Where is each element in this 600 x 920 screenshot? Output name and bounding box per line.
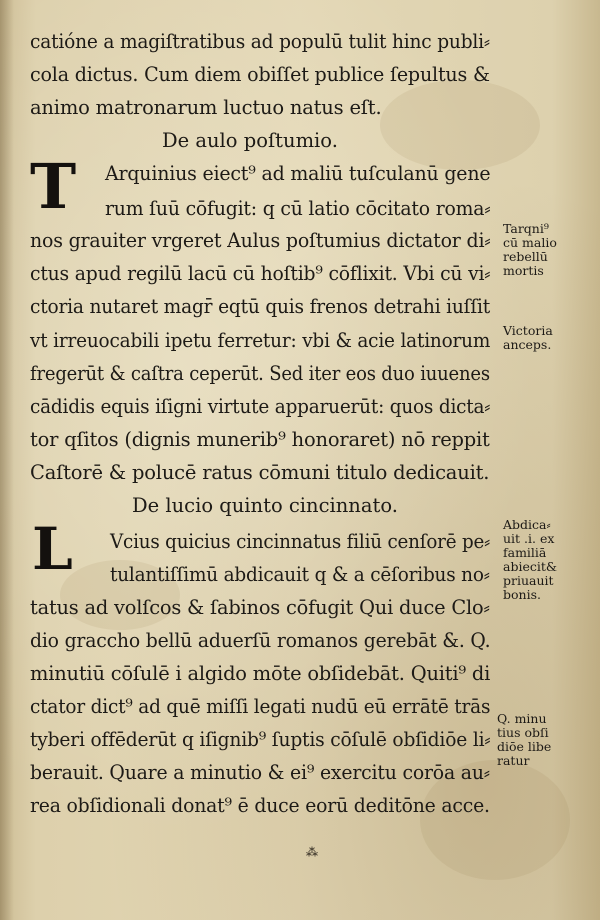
- section-heading-aulo-postumio: De aulo poſtumio.: [162, 129, 338, 152]
- margin-note-line: Q. minu: [497, 711, 547, 726]
- binding-shadow: [0, 0, 14, 920]
- section-heading-lucio-quinto-cincinnato: De lucio quinto cincinnato.: [132, 494, 398, 517]
- text-line: vt irreuocabili ipetu ferretur: vbi & acie latinorum: [30, 329, 491, 352]
- text-line: dio graccho bellū aduerſū romanos gerebāt &. Q.: [30, 629, 491, 652]
- text-line: fregerūt & caſtra ceperūt. Sed iter eos duo iuuenes: [30, 362, 490, 385]
- text-line: tulantiſſimū abdicauit q & a cēſoribus no⸗: [110, 563, 490, 586]
- text-line: ctoria nutaret magr̄ eqtū quis frenos detrahi iuſſit: [30, 295, 491, 318]
- text-line: catióne a magiſtratibus ad populū tulit hinc publi⸗: [30, 30, 490, 53]
- margin-note-line: Tarqni⁹: [503, 221, 549, 236]
- margin-note-line: Victoria: [503, 323, 553, 338]
- text-line: tor qſitos (dignis munerib⁹ honoraret) nō reppit: [30, 428, 490, 451]
- margin-note-line: bonis.: [503, 587, 541, 602]
- decorated-initial-t: T: [30, 150, 77, 223]
- text-line: cola dictus. Cum diem obiſſet publice ſepultus &: [30, 63, 490, 86]
- margin-note-victoria: [503, 324, 553, 352]
- text-line: tatus ad volſcos & ſabinos cōfugit Qui duce Clo⸗: [30, 596, 490, 619]
- margin-note-line: priuauit: [503, 573, 554, 588]
- text-line: berauit. Quare a minutio & ei⁹ exercitu corōa au⸗: [30, 761, 490, 784]
- text-line: ctator dict⁹ ad quē miſſi legati nudū eū errātē trās: [30, 695, 491, 718]
- margin-note-line: anceps.: [503, 337, 552, 352]
- decorated-initial-l: L: [32, 515, 73, 583]
- margin-note-line: Abdica⸗: [503, 517, 551, 532]
- text-line: tyberi offēderūt q iſignib⁹ ſuptis cōſulē obſidiōe li⸗: [30, 728, 491, 751]
- margin-note-line: diōe libe: [497, 739, 552, 754]
- text-line: rea obſidionali donat⁹ ē duce eorū deditōne acce.: [30, 794, 490, 817]
- margin-note-minutius: [497, 712, 551, 768]
- text-line: nos grauiter vrgeret Aulus poſtumius dictator di⸗: [30, 229, 491, 252]
- margin-note-line: mortis: [503, 263, 544, 278]
- margin-note-line: abiecit&: [503, 559, 557, 574]
- margin-note-line: familiā: [503, 545, 547, 560]
- text-line: rum ſuū cōfugit: q cū latio cōcitato roma⸗: [105, 197, 491, 220]
- paper-stain: [380, 80, 540, 170]
- margin-note-line: ratur: [497, 753, 530, 768]
- text-line: minutiū cōſulē i algido mōte obſidebāt. Quiti⁹ di: [30, 662, 491, 685]
- margin-note-abdicauit: [503, 518, 557, 602]
- page-mark: ⁂: [306, 845, 318, 859]
- text-line: Caſtorē & polucē ratus cōmuni titulo dedicauit.: [30, 461, 490, 484]
- text-line: animo matronarum luctuo natus eſt.: [30, 96, 382, 119]
- text-line: Arquinius eiect⁹ ad maliū tuſculanū gene: [105, 162, 491, 185]
- margin-note-line: rebellū: [503, 249, 548, 264]
- margin-note-line: tius obſi: [497, 725, 549, 740]
- margin-note-line: cū malio: [503, 235, 557, 250]
- text-line: ctus apud regilū lacū cū hoſtib⁹ cōflixit. Vbi cū vi⸗: [30, 262, 491, 285]
- text-line: cādidis equis iſigni virtute apparuerūt: quos dicta⸗: [30, 395, 491, 418]
- margin-note-line: uit .i. ex: [503, 531, 555, 546]
- text-line: Vcius quicius cincinnatus filiū cenſorē pe⸗: [110, 530, 491, 553]
- margin-note-tarquinius: [503, 222, 557, 278]
